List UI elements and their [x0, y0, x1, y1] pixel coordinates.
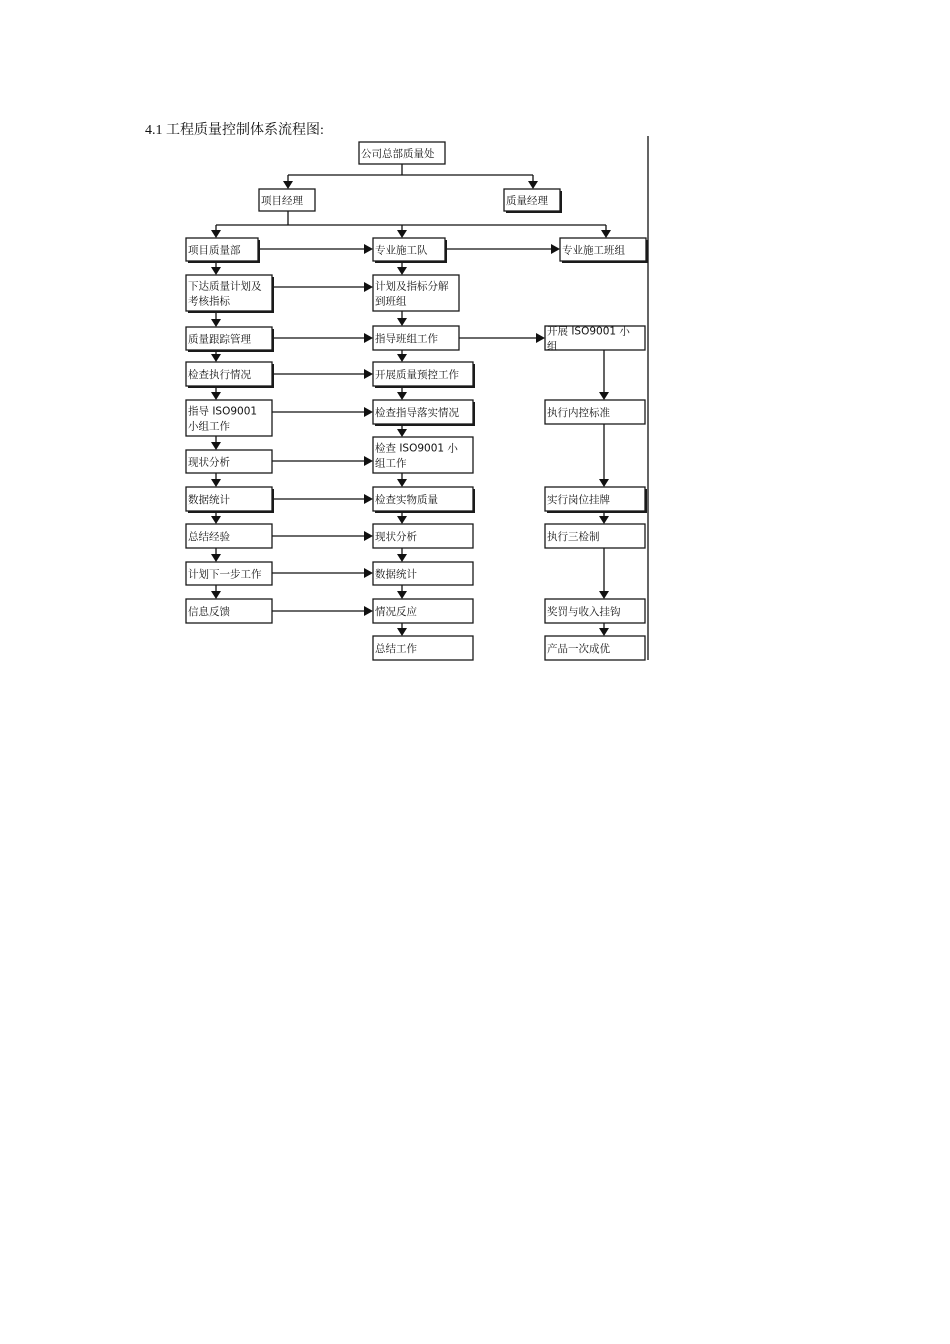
node-label: 开展质量预控工作 — [375, 369, 459, 381]
arrow-right-icon — [364, 244, 373, 254]
arrow-down-icon — [599, 479, 609, 487]
flow-node-left-8 — [186, 562, 272, 585]
node-label: 到班组 — [375, 295, 407, 308]
flow-node-middle-2 — [373, 326, 459, 350]
node-label: 组 — [547, 340, 558, 353]
flow-node-middle-7 — [373, 524, 473, 548]
flow-node-middle-5 — [373, 437, 473, 473]
node-label: 计划下一步工作 — [188, 568, 262, 581]
flow-node-top-0 — [359, 142, 445, 164]
flow-node-right-2 — [545, 400, 645, 424]
node-label: 数据统计 — [375, 568, 417, 581]
node-label: 质量跟踪管理 — [188, 333, 251, 346]
node-label: 检查 ISO9001 小 — [375, 442, 458, 455]
node-label: 指导 ISO9001 — [188, 405, 258, 418]
node-label: 检查执行情况 — [188, 369, 251, 381]
node-label: 总结工作 — [375, 643, 417, 655]
arrow-down-icon — [599, 591, 609, 599]
arrow-down-icon — [397, 628, 407, 636]
arrow-down-icon — [397, 230, 407, 238]
arrow-down-icon — [528, 181, 538, 189]
node-label: 产品一次成优 — [547, 643, 610, 655]
arrow-down-icon — [211, 319, 221, 327]
flow-node-middle-0 — [373, 238, 447, 263]
flow-node-left-9 — [186, 599, 272, 623]
flow-node-middle-6 — [373, 487, 475, 513]
page-title: 4.1 工程质量控制体系流程图: — [145, 123, 324, 138]
arrow-down-icon — [397, 479, 407, 487]
arrow-down-icon — [397, 591, 407, 599]
node-label: 开展 ISO9001 小 — [547, 325, 630, 338]
node-label: 专业施工队 — [375, 244, 428, 257]
node-label: 总结经验 — [188, 531, 230, 543]
arrow-down-icon — [397, 554, 407, 562]
arrow-down-icon — [211, 591, 221, 599]
flow-node-left-1 — [186, 275, 274, 313]
flow-node-left-6 — [186, 487, 274, 513]
flow-node-middle-10 — [373, 636, 473, 660]
node-label: 项目经理 — [261, 195, 303, 207]
arrow-down-icon — [599, 516, 609, 524]
flow-node-left-4 — [186, 400, 272, 436]
arrow-down-icon — [397, 392, 407, 400]
flow-node-middle-4 — [373, 400, 475, 426]
node-label: 检查实物质量 — [375, 494, 438, 506]
arrow-down-icon — [211, 354, 221, 362]
node-label: 信息反馈 — [188, 606, 230, 618]
arrow-down-icon — [211, 516, 221, 524]
flowchart-nodes — [186, 142, 648, 660]
node-label: 执行内控标准 — [547, 407, 610, 419]
arrow-down-icon — [211, 230, 221, 238]
node-label: 实行岗位挂牌 — [547, 494, 610, 506]
arrow-down-icon — [599, 392, 609, 400]
node-label: 检查指导落实情况 — [375, 407, 459, 419]
arrow-right-icon — [364, 369, 373, 379]
arrow-right-icon — [536, 333, 545, 343]
flow-node-right-0 — [560, 238, 648, 263]
arrow-down-icon — [397, 267, 407, 275]
flow-node-left-7 — [186, 524, 272, 548]
node-label: 公司总部质量处 — [361, 148, 435, 160]
arrow-down-icon — [397, 354, 407, 362]
node-label: 现状分析 — [188, 456, 230, 469]
node-label: 情况反应 — [375, 606, 417, 618]
flow-node-middle-1 — [373, 275, 459, 311]
node-label: 组工作 — [375, 457, 407, 470]
flow-node-right-3 — [545, 487, 647, 513]
arrow-right-icon — [364, 568, 373, 578]
node-label: 专业施工班组 — [562, 244, 625, 257]
node-label: 奖罚与收入挂钩 — [547, 606, 621, 618]
flow-node-left-3 — [186, 362, 274, 388]
flow-node-middle-3 — [373, 362, 475, 388]
node-label: 考核指标 — [188, 295, 230, 308]
flow-node-left-0 — [186, 238, 260, 263]
flow-node-left-5 — [186, 450, 272, 473]
node-label: 计划及指标分解 — [375, 280, 449, 293]
arrow-right-icon — [364, 282, 373, 292]
arrow-right-icon — [364, 494, 373, 504]
arrow-right-icon — [364, 531, 373, 541]
flow-node-left-2 — [186, 327, 274, 352]
node-label: 项目质量部 — [188, 244, 241, 257]
node-label: 数据统计 — [188, 494, 230, 506]
arrow-down-icon — [211, 442, 221, 450]
node-label: 执行三检制 — [547, 531, 600, 543]
flow-node-right-6 — [545, 636, 645, 660]
arrow-down-icon — [397, 429, 407, 437]
node-label: 现状分析 — [375, 531, 417, 543]
node-label: 下达质量计划及 — [188, 280, 262, 293]
node-label: 质量经理 — [506, 195, 548, 207]
arrow-right-icon — [364, 456, 373, 466]
flow-node-right-4 — [545, 524, 645, 548]
arrow-down-icon — [283, 181, 293, 189]
arrow-down-icon — [211, 554, 221, 562]
flow-node-managers-1 — [504, 189, 562, 213]
node-label: 指导班组工作 — [375, 333, 438, 345]
flow-node-managers-0 — [259, 189, 315, 211]
flow-node-right-5 — [545, 599, 645, 623]
arrow-right-icon — [551, 244, 560, 254]
arrow-right-icon — [364, 606, 373, 616]
arrow-right-icon — [364, 333, 373, 343]
arrow-down-icon — [599, 628, 609, 636]
arrow-down-icon — [211, 267, 221, 275]
arrow-down-icon — [397, 318, 407, 326]
arrow-down-icon — [211, 392, 221, 400]
node-label: 小组工作 — [188, 420, 230, 433]
arrow-down-icon — [397, 516, 407, 524]
arrow-down-icon — [601, 230, 611, 238]
flow-node-right-1 — [545, 325, 645, 353]
flow-node-middle-8 — [373, 562, 473, 585]
arrow-down-icon — [211, 479, 221, 487]
arrow-right-icon — [364, 407, 373, 417]
flow-node-middle-9 — [373, 599, 473, 623]
